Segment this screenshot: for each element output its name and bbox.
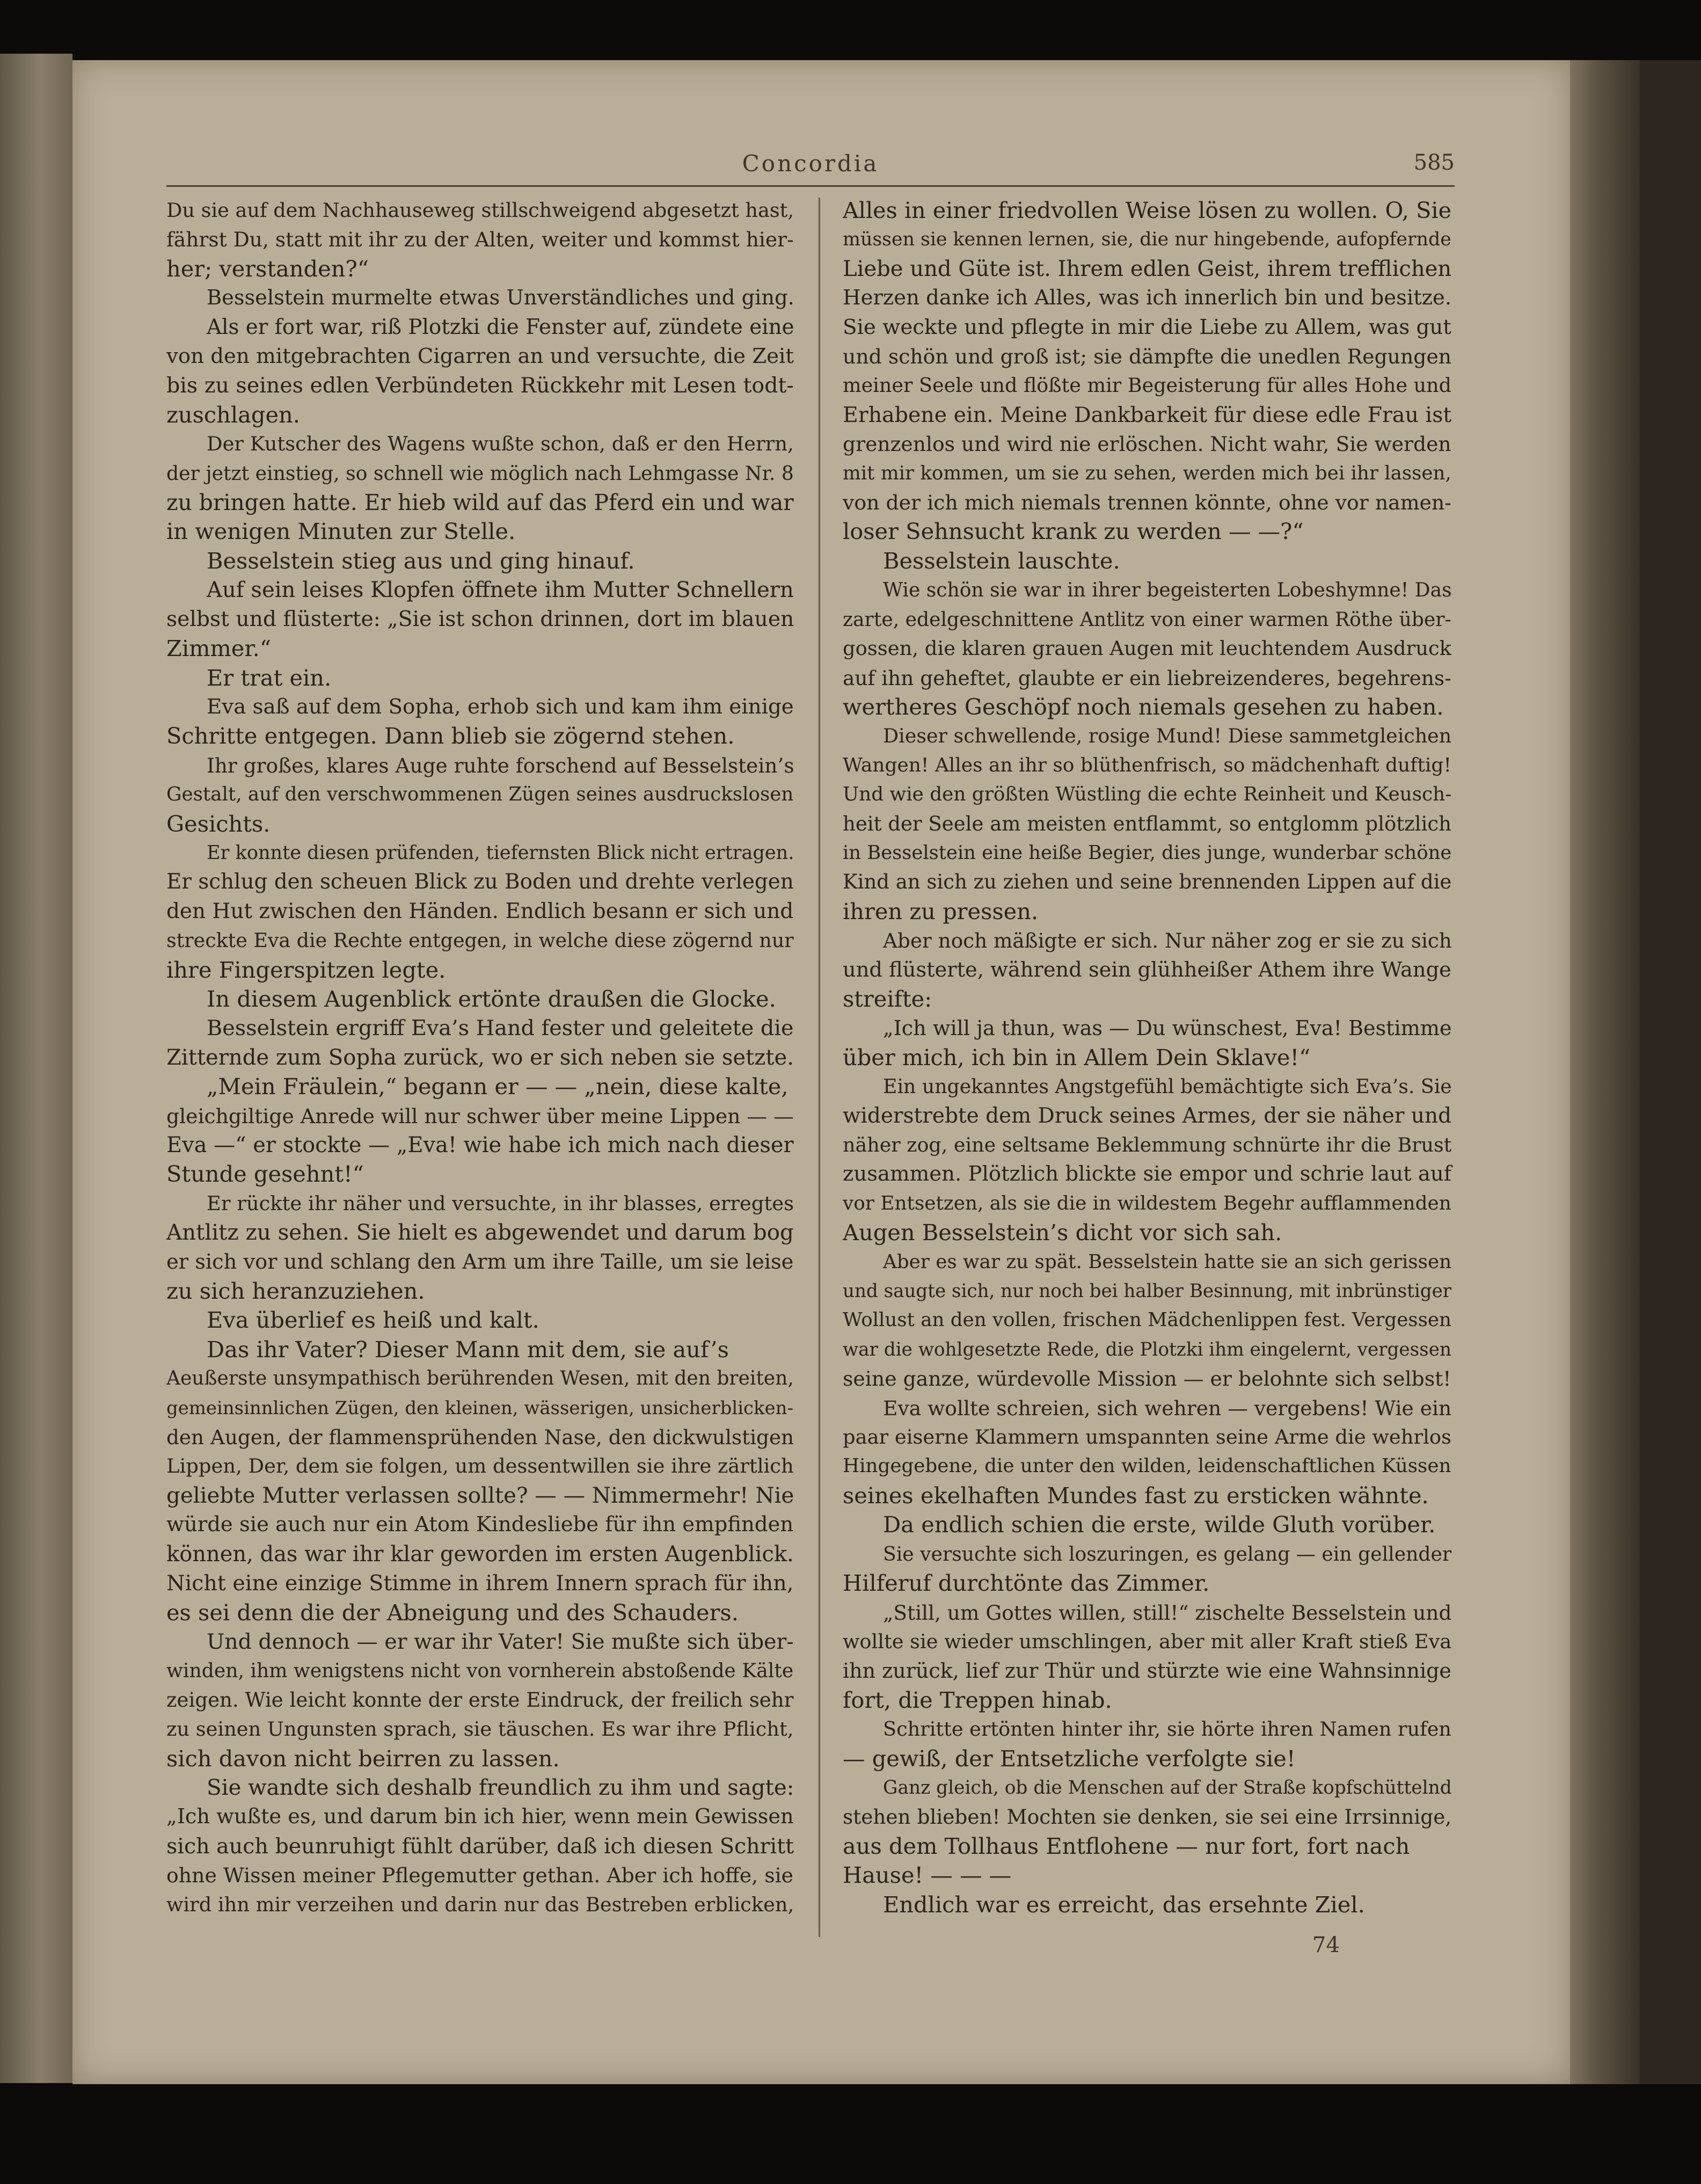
text-line: Sie wandte sich deshalb freundlich zu ihm und sagte: bbox=[207, 1774, 794, 1800]
text-line: Herzen danke ich Alles, was ich innerlich bin und besitze. bbox=[843, 286, 1452, 310]
text-line: stehen blieben! Mochten sie denken, sie sei eine Irrsinnige, bbox=[843, 1805, 1452, 1829]
text-line: fährst Du, statt mit ihr zu der Alten, weiter und kommst hier- bbox=[166, 228, 794, 252]
text-line: Antlitz zu sehen. Sie hielt es abgewendet und darum bog bbox=[166, 1220, 794, 1246]
left-column bbox=[166, 196, 797, 1919]
text-line: Besselstein murmelte etwas Unverständliches und ging. bbox=[207, 286, 794, 310]
text-line: „Still, um Gottes willen, still!“ zischelte Besselstein und bbox=[883, 1600, 1452, 1625]
running-header bbox=[166, 150, 1455, 183]
text-line: Hause! — — — bbox=[843, 1862, 1012, 1889]
text-line: Ein ungekanntes Angstgefühl bemächtigte sich Eva’s. Sie bbox=[883, 1075, 1452, 1098]
text-line: zuschlagen. bbox=[166, 401, 300, 428]
text-line: fort, die Treppen hinab. bbox=[843, 1686, 1112, 1713]
text-line: Hingegebene, die unter den wilden, leidenschaftlichen Küssen bbox=[843, 1455, 1451, 1477]
text-line: Auf sein leises Klopfen öffnete ihm Mutter Schnellern bbox=[207, 578, 794, 603]
text-line: bis zu seines edlen Verbündeten Rückkehr mit Lesen todt- bbox=[166, 373, 794, 398]
text-line: meiner Seele und flößte mir Begeisterung für alles Hohe und bbox=[843, 374, 1452, 397]
text-line: „Ich will ja thun, was — Du wünschest, Eva! Bestimme bbox=[883, 1016, 1452, 1040]
text-line: von den mitgebrachten Cigarren an und versuchte, die Zeit bbox=[166, 344, 794, 369]
text-line: Eva überlief es heiß und kalt. bbox=[207, 1307, 539, 1334]
text-line: Aber es war zu spät. Besselstein hatte sie an sich gerissen bbox=[883, 1250, 1452, 1273]
text-line: in wenigen Minuten zur Stelle. bbox=[166, 518, 516, 545]
text-line: zu sich heranzuziehen. bbox=[166, 1278, 425, 1305]
book-cover bbox=[1640, 60, 1701, 2084]
text-line: Besselstein stieg aus und ging hinauf. bbox=[207, 547, 635, 574]
text-line: aus dem Tollhaus Entflohene — nur fort, fort nach bbox=[843, 1832, 1410, 1859]
text-line: wollte sie wieder umschlingen, aber mit aller Kraft stieß Eva bbox=[843, 1629, 1452, 1653]
text-line: Besselstein ergriff Eva’s Hand fester und geleitete die bbox=[207, 1016, 794, 1041]
text-line: loser Sehnsucht krank zu werden — —?“ bbox=[843, 518, 1304, 545]
right-column bbox=[843, 196, 1455, 1919]
text-line: Erhabene ein. Meine Dankbarkeit für diese edle Frau ist bbox=[843, 402, 1452, 427]
text-line: Ihr großes, klares Auge ruhte forschend auf Besselstein’s bbox=[207, 753, 794, 777]
text-line: Liebe und Güte ist. Ihrem edlen Geist, ihrem trefflichen bbox=[843, 256, 1452, 281]
text-line: Ganz gleich, ob die Menschen auf der Straße kopfschüttelnd bbox=[883, 1777, 1452, 1799]
text-line: wertheres Geschöpf noch niemals gesehen zu haben. bbox=[843, 693, 1444, 720]
text-line: Und wie den größten Wüstling die echte Reinheit und Keusch- bbox=[843, 783, 1452, 806]
text-line: sich auch beunruhigt fühlt darüber, daß ich diesen Schritt bbox=[166, 1833, 794, 1859]
text-line: grenzenlos und wird nie erlöschen. Nicht wahr, Sie werden bbox=[843, 432, 1451, 456]
text-line: geliebte Mutter verlassen sollte? — — Nimmermehr! Nie bbox=[166, 1482, 794, 1508]
text-line: Er rückte ihr näher und versuchte, in ihr blasses, erregtes bbox=[207, 1191, 794, 1215]
text-line: ihre Fingerspitzen legte. bbox=[166, 956, 446, 983]
text-line: Gestalt, auf den verschwommenen Zügen seines ausdruckslosen bbox=[166, 783, 794, 806]
text-line: mit mir kommen, um sie zu sehen, werden mich bei ihr lassen, bbox=[843, 462, 1451, 484]
text-line: und flüsterte, während sein glühheißer Athem ihre Wange bbox=[843, 957, 1451, 982]
text-line: Lippen, Der, dem sie folgen, um dessentwillen sie ihre zärtlich bbox=[166, 1454, 794, 1478]
text-line: ohne Wissen meiner Pflegemutter gethan. Aber ich hoffe, sie bbox=[166, 1863, 794, 1888]
text-line: heit der Seele am meisten entflammt, so entglomm plötzlich bbox=[843, 812, 1451, 835]
text-line: gossen, die klaren grauen Augen mit leuchtendem Ausdruck bbox=[843, 637, 1452, 660]
text-line: und saugte sich, nur noch bei halber Besinnung, mit inbrünstiger bbox=[843, 1280, 1452, 1302]
text-line: Da endlich schien die erste, wilde Gluth vorüber. bbox=[883, 1511, 1436, 1538]
text-line: Hilferuf durchtönte das Zimmer. bbox=[843, 1570, 1210, 1597]
text-line: seines ekelhaften Mundes fast zu ersticken wähnte. bbox=[843, 1482, 1429, 1509]
text-line: zu bringen hatte. Er hieb wild auf das Pferd ein und war bbox=[166, 490, 794, 516]
text-line: Wie schön sie war in ihrer begeisterten Lobeshymne! Das bbox=[883, 579, 1452, 602]
text-line: in Besselstein eine heiße Begier, dies junge, wunderbar schöne bbox=[843, 841, 1452, 864]
text-line: Schritte entgegen. Dann blieb sie zögernd stehen. bbox=[166, 723, 735, 749]
page-number: 585 bbox=[1413, 150, 1455, 175]
text-line: können, das war ihr klar geworden im ersten Augenblick. bbox=[166, 1541, 794, 1567]
text-line: — gewiß, der Entsetzliche verfolgte sie! bbox=[843, 1745, 1296, 1772]
text-line: Nicht eine einzige Stimme in ihrem Innern sprach für ihn, bbox=[166, 1571, 794, 1596]
text-line: den Hut zwischen den Händen. Endlich besann er sich und bbox=[166, 899, 794, 923]
text-line: Dieser schwellende, rosige Mund! Diese sammetgleichen bbox=[883, 724, 1452, 748]
text-line: näher zog, eine seltsame Beklemmung schnürte ihr die Brust bbox=[843, 1133, 1452, 1156]
text-line: Endlich war es erreicht, das ersehnte Ziel. bbox=[883, 1891, 1365, 1918]
text-line: zarte, edelgeschnittene Antlitz von einer warmen Röthe über- bbox=[843, 607, 1451, 631]
text-line: vor Entsetzen, als sie die in wildestem Begehr aufflammenden bbox=[843, 1192, 1451, 1214]
text-line: der jetzt einstieg, so schnell wie möglich nach Lehmgasse Nr. 8 bbox=[166, 461, 794, 485]
text-line: Er trat ein. bbox=[207, 664, 332, 691]
text-line: Er konnte diesen prüfenden, tiefernsten Blick nicht ertragen. bbox=[207, 841, 794, 864]
text-line: seine ganze, würdevolle Mission — er belohnte sich selbst! bbox=[843, 1367, 1451, 1391]
text-line: Der Kutscher des Wagens wußte schon, daß er den Herrn, bbox=[207, 432, 794, 456]
text-line: wird ihn mir verzeihen und darin nur das Bestreben erblicken, bbox=[166, 1892, 794, 1916]
text-line: Stunde gesehnt!“ bbox=[166, 1161, 364, 1188]
text-line: würde sie auch nur ein Atom Kindesliebe für ihn empfinden bbox=[166, 1512, 794, 1537]
text-line: war die wohlgesetzte Rede, die Plotzki ihm eingelernt, vergessen bbox=[843, 1338, 1451, 1360]
text-line: Augen Besselstein’s dicht vor sich sah. bbox=[843, 1219, 1282, 1246]
text-line: Eva —“ er stockte — „Eva! wie habe ich mich nach dieser bbox=[166, 1133, 794, 1157]
text-line: Er schlug den scheuen Blick zu Boden und drehte verlegen bbox=[166, 870, 794, 894]
text-line: Wollust an den vollen, frischen Mädchenlippen fest. Vergessen bbox=[843, 1309, 1451, 1331]
text-line: ihn zurück, lief zur Thür und stürzte wie eine Wahnsinnige bbox=[843, 1659, 1451, 1683]
text-line: winden, ihm wenigstens nicht von vornherein abstoßende Kälte bbox=[166, 1659, 794, 1683]
journal-title: Concordia bbox=[742, 150, 879, 177]
text-line: „Ich wußte es, und darum bin ich hier, wenn mein Gewissen bbox=[166, 1804, 794, 1829]
text-line: den Augen, der flammensprühenden Nase, den dickwulstigen bbox=[166, 1425, 794, 1450]
text-line: über mich, ich bin in Allem Dein Sklave!“ bbox=[843, 1044, 1311, 1071]
text-line: In diesem Augenblick ertönte draußen die Glocke. bbox=[207, 985, 776, 1012]
text-line: Aeußerste unsympathisch berührenden Wesen, mit den breiten, bbox=[166, 1367, 794, 1390]
text-line: ihren zu pressen. bbox=[843, 898, 1039, 924]
text-line: Alles in einer friedvollen Weise lösen zu wollen. O, Sie bbox=[843, 198, 1452, 223]
text-line: Als er fort war, riß Plotzki die Fenster auf, zündete eine bbox=[207, 315, 794, 339]
text-line: Aber noch mäßigte er sich. Nur näher zog er sie zu sich bbox=[883, 929, 1452, 953]
text-line: her; verstanden?“ bbox=[166, 255, 369, 282]
page-block-edge bbox=[1570, 60, 1640, 2084]
text-line: streckte Eva die Rechte entgegen, in welche diese zögernd nur bbox=[166, 929, 794, 952]
text-line: Kind an sich zu ziehen und seine brennenden Lippen auf die bbox=[843, 870, 1452, 894]
text-line: und schön und groß ist; sie dämpfte die unedlen Regungen bbox=[843, 345, 1452, 369]
text-line: zusammen. Plötzlich blickte sie empor und schrie laut auf bbox=[843, 1162, 1452, 1186]
text-line: er sich vor und schlang den Arm um ihre Taille, um sie leise bbox=[166, 1249, 794, 1274]
text-line: Das ihr Vater? Dieser Mann mit dem, sie auf’s bbox=[207, 1336, 729, 1363]
text-line: Sie weckte und pflegte in mir die Liebe zu Allem, was gut bbox=[843, 315, 1451, 339]
text-line: müssen sie kennen lernen, sie, die nur hingebende, aufopfernde bbox=[843, 229, 1451, 251]
text-line: Besselstein lauschte. bbox=[883, 547, 1120, 574]
signature-mark: 74 bbox=[1312, 1933, 1340, 1957]
header-rule bbox=[166, 185, 1455, 187]
text-line: Wangen! Alles an ihr so blüthenfrisch, so mädchenhaft duftig! bbox=[843, 754, 1451, 776]
text-line: Sie versuchte sich loszuringen, es gelang — ein gellender bbox=[883, 1542, 1452, 1566]
text-line: es sei denn die der Abneigung und des Schauders. bbox=[166, 1599, 739, 1626]
column-divider bbox=[819, 198, 820, 1937]
text-line: Gesichts. bbox=[166, 810, 271, 837]
text-line: „Mein Fräulein,“ begann er — — „nein, diese kalte, bbox=[207, 1073, 789, 1100]
text-line: zeigen. Wie leicht konnte der erste Eindruck, der freilich sehr bbox=[166, 1688, 794, 1712]
text-line: gemeinsinnlichen Zügen, den kleinen, wässerigen, unsicherblicken- bbox=[166, 1397, 793, 1418]
text-line: von der ich mich niemals trennen könnte, ohne vor namen- bbox=[843, 491, 1452, 515]
text-line: selbst und flüsterte: „Sie ist schon drinnen, dort im blauen bbox=[166, 607, 794, 631]
facing-page-edge bbox=[0, 54, 72, 2083]
text-line: paar eiserne Klammern umspannten seine Arme die wehrlos bbox=[843, 1425, 1451, 1449]
text-line: sich davon nicht beirren zu lassen. bbox=[166, 1745, 560, 1772]
text-line: Schritte ertönten hinter ihr, sie hörte ihren Namen rufen bbox=[883, 1717, 1451, 1741]
text-line: Eva saß auf dem Sopha, erhob sich und kam ihm einige bbox=[207, 694, 794, 719]
text-line: auf ihn geheftet, glaubte er ein liebreizenderes, begehrens- bbox=[843, 666, 1451, 690]
text-line: Du sie auf dem Nachhauseweg stillschweigend abgesetzt hast, bbox=[166, 199, 794, 222]
text-line: widerstrebte dem Druck seines Armes, der sie näher und bbox=[843, 1103, 1452, 1128]
text-line: gleichgiltige Anrede will nur schwer über meine Lippen — — bbox=[166, 1104, 794, 1128]
text-line: streifte: bbox=[843, 985, 932, 1012]
text-line: Und dennoch — er war ihr Vater! Sie mußte sich über- bbox=[207, 1629, 794, 1654]
text-line: Eva wollte schreien, sich wehren — vergebens! Wie ein bbox=[883, 1396, 1452, 1420]
text-line: Zimmer.“ bbox=[166, 635, 272, 662]
text-line: Zitternde zum Sopha zurück, wo er sich neben sie setzte. bbox=[166, 1045, 794, 1070]
text-line: zu seinen Ungunsten sprach, sie täuschen. Es war ihre Pflicht, bbox=[166, 1717, 794, 1741]
